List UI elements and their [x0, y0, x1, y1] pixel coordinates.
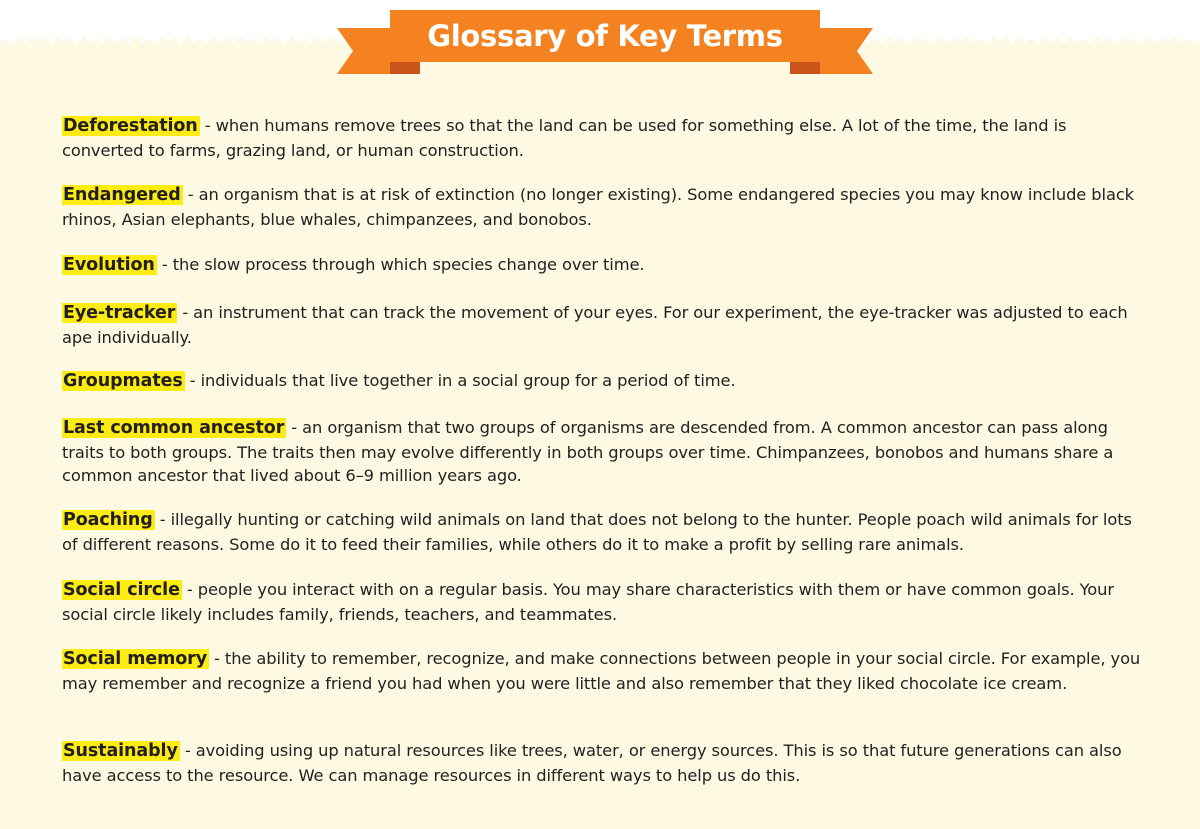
term-last-common-ancestor: Last common ancestor: [63, 418, 285, 438]
definition-poaching: - illegally hunting or catching wild animals on land that does not belong to the hunter. People poach wild animals for lots of different reasons. Some do it to feed their families, while others do it to make a profit by selling rare animals.: [62, 510, 1132, 554]
definition-eye-tracker: - an instrument that can track the movement of your eyes. For our experiment, the eye-tracker was adjusted to each ape individually.: [62, 303, 1128, 347]
definition-sustainably: - avoiding using up natural resources like trees, water, or energy sources. This is so that future generations can also have access to the resource. We can manage resources in different ways to help us do this.: [62, 741, 1122, 785]
term-endangered: Endangered: [63, 185, 181, 205]
glossary-entry: [62, 183, 1152, 231]
definition-evolution: - the slow process through which species change over time.: [156, 255, 645, 274]
glossary-entry: [62, 647, 1152, 695]
glossary-entry: [62, 114, 1152, 162]
term-sustainably: Sustainably: [63, 741, 178, 761]
glossary-entry: [62, 301, 1152, 349]
definition-social-memory: - the ability to remember, recognize, and make connections between people in your social circle. For example, you may remember and recognize a friend you had when you were little and also remember that they liked chocolate ice cream.: [62, 649, 1141, 693]
banner-left-tail: [337, 28, 390, 74]
term-evolution: Evolution: [63, 255, 155, 275]
banner-left-fold: [390, 62, 420, 74]
term-groupmates: Groupmates: [63, 371, 183, 391]
definition-deforestation: - when humans remove trees so that the land can be used for something else. A lot of the time, the land is converted to farms, grazing land, or human construction.: [62, 116, 1067, 160]
page-title: Glossary of Key Terms: [427, 19, 783, 53]
glossary-entry: [62, 508, 1152, 556]
definition-last-common-ancestor: - an organism that two groups of organisms are descended from. A common ancestor can pass along traits to both groups. The traits then may evolve differently in both groups over time. Chimpanzees, bonobos and humans share a common ancestor that lived about 6–9 million years ago.: [62, 418, 1114, 485]
glossary-entry: [62, 739, 1152, 787]
glossary-entry: [62, 416, 1152, 488]
term-social-circle: Social circle: [63, 580, 180, 600]
banner-right-tail: [820, 28, 873, 74]
definition-social-circle: - people you interact with on a regular basis. You may share characteristics with them or have common goals. Your social circle likely includes family, friends, teachers, and teammates.: [62, 580, 1114, 624]
definition-endangered: - an organism that is at risk of extinction (no longer existing). Some endangered species you may know include black rhinos, Asian elephants, blue whales, chimpanzees, and bonobos.: [62, 185, 1135, 229]
term-poaching: Poaching: [63, 510, 153, 530]
glossary-entry: [62, 578, 1152, 626]
term-eye-tracker: Eye-tracker: [63, 303, 176, 323]
term-social-memory: Social memory: [63, 649, 207, 669]
term-deforestation: Deforestation: [63, 116, 198, 136]
definition-groupmates: - individuals that live together in a social group for a period of time.: [184, 371, 736, 390]
banner-right-fold: [790, 62, 820, 74]
glossary-entry: [62, 253, 1152, 278]
glossary-entry: [62, 369, 1152, 394]
